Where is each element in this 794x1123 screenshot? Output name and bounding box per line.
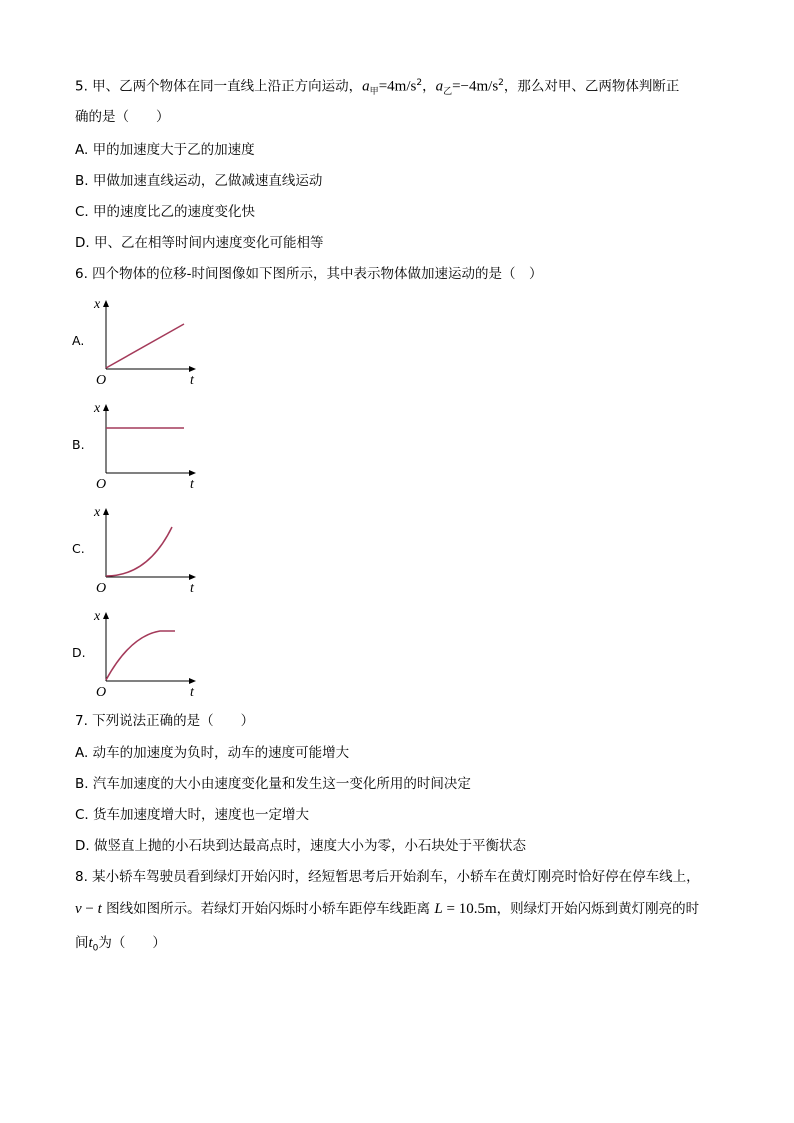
q7-option-c: C. 货车加速度增大时，速度也一定增大 bbox=[75, 807, 310, 823]
q6-graph-a bbox=[60, 292, 210, 388]
q5-a-yi-value: =−4m/s bbox=[452, 78, 499, 95]
x-axis-label: t bbox=[190, 373, 194, 388]
q5-a-symbol: a bbox=[362, 78, 370, 95]
q5-stem-line2: 确的是（ ） bbox=[75, 109, 170, 125]
origin-label: O bbox=[96, 373, 107, 388]
y-axis-arrow bbox=[103, 404, 109, 411]
q6-graph-c-label: C. bbox=[72, 541, 85, 556]
q8-text-b: ，则绿灯开始闪烁到黄灯刚亮的时 bbox=[496, 901, 700, 917]
x-axis-label: t bbox=[190, 581, 194, 596]
q6-graph-d bbox=[60, 604, 210, 700]
x-axis-arrow bbox=[189, 574, 196, 580]
y-axis-label: x bbox=[94, 297, 101, 312]
q7-option-d: D. 做竖直上抛的小石块到达最高点时，速度大小为零，小石块处于平衡状态 bbox=[75, 838, 526, 854]
q5-option-b: B. 甲做加速直线运动，乙做减速直线运动 bbox=[75, 173, 323, 189]
q6-stem: 6. 四个物体的位移-时间图像如下图所示，其中表示物体做加速运动的是（ ） bbox=[75, 266, 543, 282]
q8-v-symbol: v bbox=[75, 901, 82, 917]
q5-exp2: 2 bbox=[498, 78, 504, 88]
q5-stem-text-b: ，那么对甲、乙两物体判断正 bbox=[503, 78, 680, 95]
q5-stem-text: 5. 甲、乙两个物体在同一直线上沿正方向运动， bbox=[75, 78, 363, 95]
q5-a-sub-jia: 甲 bbox=[369, 87, 379, 98]
q6-graph-d-label: D. bbox=[72, 645, 86, 660]
q8-text-d: 为（ ） bbox=[98, 935, 166, 951]
y-axis-label: x bbox=[94, 505, 101, 520]
q7-option-b: B. 汽车加速度的大小由速度变化量和发生这一变化所用的时间决定 bbox=[75, 776, 471, 792]
q8-t-symbol: t bbox=[97, 901, 102, 917]
q5-stem-line1 bbox=[75, 74, 679, 101]
y-axis-arrow bbox=[103, 508, 109, 515]
q5-separator: ， bbox=[422, 78, 436, 95]
q7-stem: 7. 下列说法正确的是（ ） bbox=[75, 713, 255, 729]
origin-label: O bbox=[96, 685, 107, 700]
q8-t0-sub: 0 bbox=[92, 943, 99, 954]
x-axis-arrow bbox=[189, 366, 196, 372]
y-axis-label: x bbox=[94, 401, 101, 416]
origin-label: O bbox=[96, 581, 107, 596]
origin-label: O bbox=[96, 477, 107, 492]
q6-graph-c bbox=[60, 500, 210, 596]
q5-a-jia-value: =4m/s bbox=[378, 78, 417, 95]
q8-text-c: 间 bbox=[75, 935, 89, 951]
q5-exp1: 2 bbox=[416, 78, 423, 88]
q8-L-symbol: L bbox=[434, 901, 443, 917]
q8-stem-line3 bbox=[75, 934, 166, 958]
x-axis-label: t bbox=[190, 477, 194, 492]
x-axis-arrow bbox=[189, 470, 196, 476]
x-axis-label: t bbox=[190, 685, 194, 700]
q8-stem-line1: 8. 某小轿车驾驶员看到绿灯开始闪时，经短暂思考后开始刹车，小轿车在黄灯刚亮时恰好停在停车线上， bbox=[75, 869, 700, 885]
q5-a-sub-yi: 乙 bbox=[443, 87, 453, 98]
q8-L-value: = 10.5m bbox=[442, 901, 497, 917]
q5-option-d: D. 甲、乙在相等时间内速度变化可能相等 bbox=[75, 235, 324, 251]
q6-graph-a-curve bbox=[106, 324, 184, 368]
q5-a-symbol-2: a bbox=[435, 78, 444, 95]
q8-t0-symbol: t bbox=[88, 935, 93, 951]
q6-graph-c-curve bbox=[106, 527, 172, 576]
q5-option-a: A. 甲的加速度大于乙的加速度 bbox=[75, 142, 255, 158]
x-axis-arrow bbox=[189, 678, 196, 684]
y-axis-arrow bbox=[103, 612, 109, 619]
q7-option-a: A. 动车的加速度为负时，动车的速度可能增大 bbox=[75, 745, 350, 761]
q8-stem-line2 bbox=[75, 900, 699, 918]
q6-graph-b bbox=[60, 396, 210, 492]
q8-dash: − bbox=[81, 901, 98, 917]
y-axis-label: x bbox=[94, 609, 101, 624]
q6-graph-a-label: A. bbox=[72, 333, 85, 348]
q6-graph-d-curve bbox=[106, 631, 175, 680]
q8-text-a: 图线如图所示。若绿灯开始闪烁时小轿车距停车线距离 bbox=[101, 901, 435, 917]
q5-option-c: C. 甲的速度比乙的速度变化快 bbox=[75, 204, 256, 220]
q6-graph-b-label: B. bbox=[72, 437, 85, 452]
y-axis-arrow bbox=[103, 300, 109, 307]
